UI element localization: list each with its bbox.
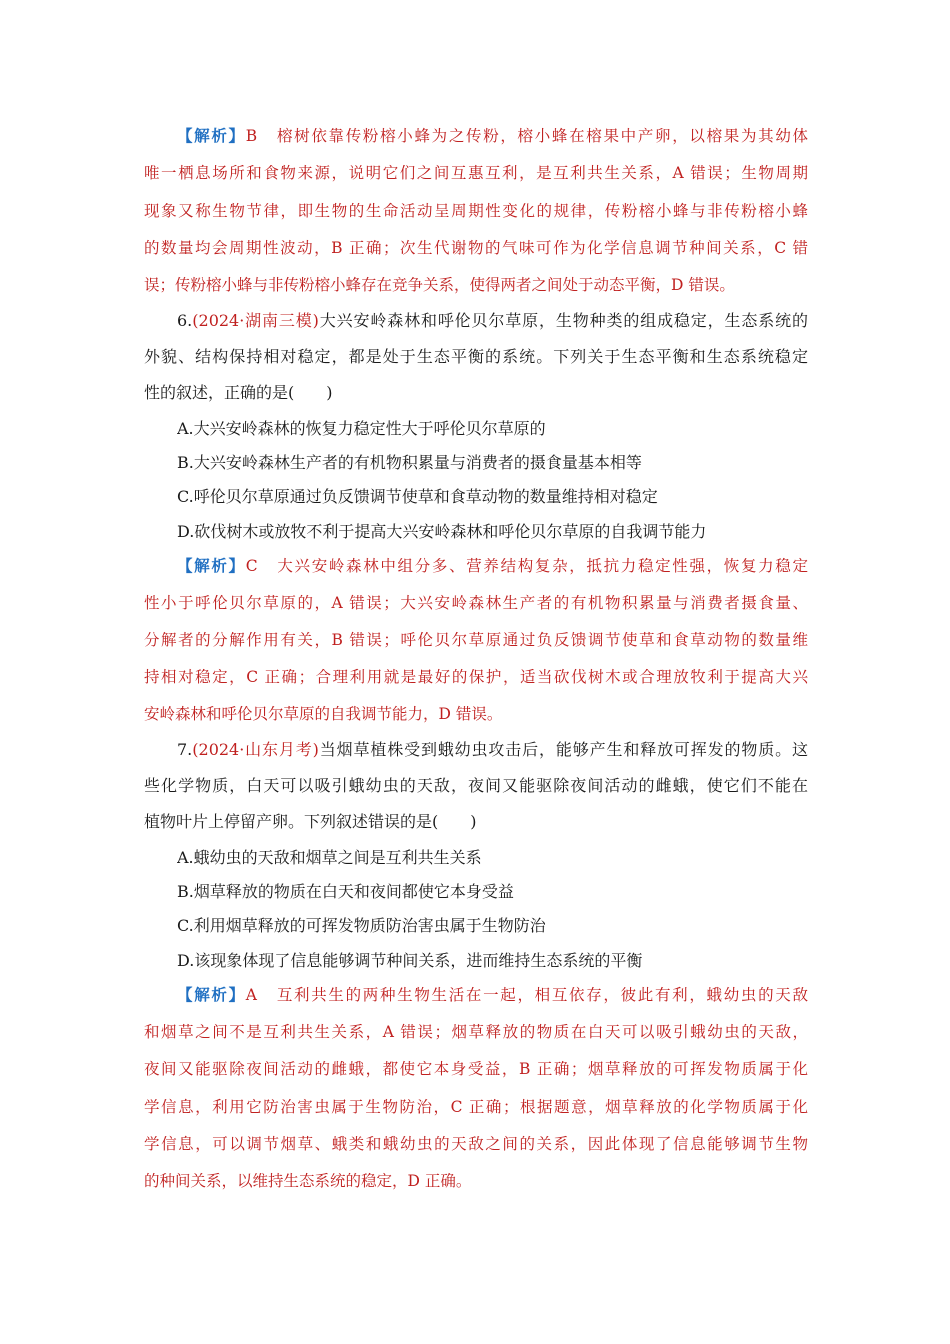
question-text: 当烟草植株受到蛾幼虫攻击后，能够产生和释放可挥发的物质。这	[318, 740, 808, 759]
analysis-text: 大兴安岭森林中组分多、营养结构复杂，抵抗力稳定性强，恢复力稳定	[277, 557, 808, 575]
analysis-line: 的种间关系，以维持生态系统的稳定，D 正确。	[144, 1172, 472, 1190]
analysis-line: 分解者的分解作用有关，B 错误；呼伦贝尔草原通过负反馈调节使草和食草动物的数量维	[144, 631, 808, 649]
analysis-line: 唯一栖息场所和食物来源，说明它们之间互惠互利，是互利共生关系，A 错误；生物周期	[144, 164, 808, 182]
analysis-label: 【解析】	[177, 985, 246, 1004]
analysis-text: 榕树依靠传粉榕小蜂为之传粉，榕小蜂在榕果中产卵，以榕果为其幼体	[276, 127, 808, 145]
option-a: A.蛾幼虫的天敌和烟草之间是互利共生关系	[177, 848, 482, 867]
question-stem-line: 性的叙述，正确的是( )	[144, 383, 333, 402]
analysis-answer: C	[245, 557, 258, 575]
analysis-line	[177, 125, 808, 147]
analysis-line: 和烟草之间不是互利共生关系，A 错误；烟草释放的物质在白天可以吸引蛾幼虫的天敌，	[144, 1023, 808, 1041]
analysis-line: 夜间又能驱除夜间活动的雌蛾，都使它本身受益，B 正确；烟草释放的可挥发物质属于化	[144, 1060, 808, 1078]
question-number: 7.	[177, 740, 193, 759]
analysis-line: 安岭森林和呼伦贝尔草原的自我调节能力，D 错误。	[144, 705, 503, 723]
analysis-line: 性小于呼伦贝尔草原的，A 错误；大兴安岭森林生产者的有机物积累量与消费者摄食量、	[144, 594, 808, 612]
option-c: C.呼伦贝尔草原通过负反馈调节使草和食草动物的数量维持相对稳定	[177, 487, 658, 506]
question-source: (2024·山东月考)	[192, 740, 319, 759]
analysis-answer: A	[245, 986, 257, 1004]
analysis-line: 学信息，利用它防治害虫属于生物防治，C 正确；根据题意，烟草释放的化学物质属于化	[144, 1098, 808, 1116]
analysis-line: 持相对稳定，C 正确；合理利用就是最好的保护，适当砍伐树木或合理放牧利于提高大兴	[144, 668, 808, 686]
analysis-line: 误；传粉榕小蜂与非传粉榕小蜂存在竞争关系，使得两者之间处于动态平衡，D 错误。	[144, 276, 735, 294]
question-stem-line: 些化学物质，白天可以吸引蛾幼虫的天敌，夜间又能驱除夜间活动的雌蛾，使它们不能在	[144, 776, 808, 795]
question-text: 大兴安岭森林和呼伦贝尔草原，生物种类的组成稳定，生态系统的	[318, 311, 808, 330]
question-7-stem	[177, 739, 808, 761]
question-number: 6.	[177, 311, 193, 330]
analysis-line	[177, 555, 808, 577]
analysis-line	[177, 984, 808, 1006]
option-b: B.大兴安岭森林生产者的有机物积累量与消费者的摄食量基本相等	[177, 453, 642, 472]
question-stem-line: 植物叶片上停留产卵。下列叙述错误的是( )	[144, 812, 477, 831]
question-6-stem	[177, 310, 808, 332]
analysis-answer: B	[245, 127, 258, 145]
option-b: B.烟草释放的物质在白天和夜间都使它本身受益	[177, 882, 514, 901]
option-c: C.利用烟草释放的可挥发物质防治害虫属于生物防治	[177, 916, 546, 935]
option-a: A.大兴安岭森林的恢复力稳定性大于呼伦贝尔草原的	[177, 419, 546, 438]
analysis-label: 【解析】	[177, 126, 246, 145]
question-source: (2024·湖南三模)	[192, 311, 319, 330]
analysis-line: 学信息，可以调节烟草、蛾类和蛾幼虫的天敌之间的关系，因此体现了信息能够调节生物	[144, 1135, 808, 1153]
analysis-line: 现象又称生物节律，即生物的生命活动呈周期性变化的规律，传粉榕小蜂与非传粉榕小蜂	[144, 202, 808, 220]
option-d: D.该现象体现了信息能够调节种间关系，进而维持生态系统的平衡	[177, 951, 643, 970]
question-stem-line: 外貌、结构保持相对稳定，都是处于生态平衡的系统。下列关于生态平衡和生态系统稳定	[144, 347, 808, 366]
analysis-text: 互利共生的两种生物生活在一起，相互依存，彼此有利，蛾幼虫的天敌	[276, 986, 808, 1004]
analysis-line: 的数量均会周期性波动，B 正确；次生代谢物的气味可作为化学信息调节种间关系，C 错	[144, 239, 808, 257]
analysis-label: 【解析】	[177, 556, 246, 575]
option-d: D.砍伐树木或放牧不利于提高大兴安岭森林和呼伦贝尔草原的自我调节能力	[177, 522, 707, 541]
